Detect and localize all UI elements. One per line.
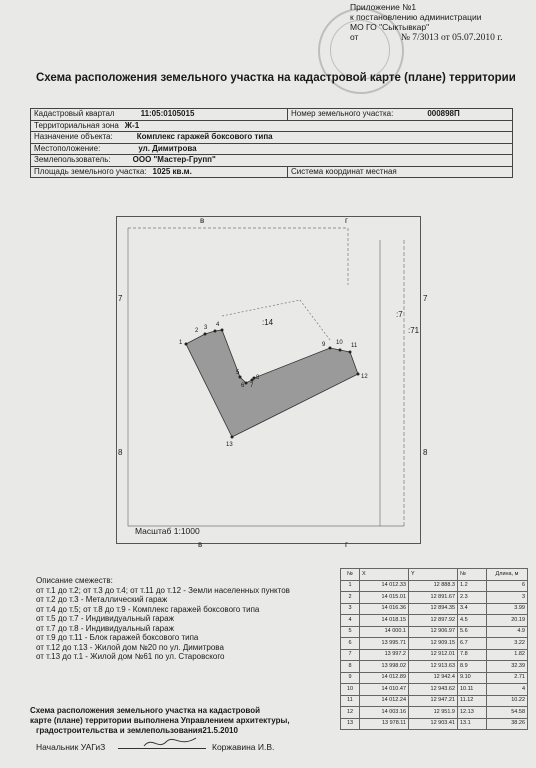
footer-note-line: Схема расположения земельного участка на кадастровой <box>30 706 261 715</box>
segment: 6.7 <box>458 638 487 650</box>
neighbor-plot-71: :71 <box>408 326 420 335</box>
footer-note-line: градостроительства и землепользования21.5.2010 <box>36 726 238 735</box>
y-coordinate: 12 891.67 <box>409 592 458 604</box>
vertex-label: 3 <box>204 325 208 331</box>
neighbor-plot-14: :14 <box>262 318 274 327</box>
appendix-line-1: Приложение №1 <box>350 2 417 12</box>
side-label-v-bottom: в <box>198 540 203 549</box>
segment-length: 32.39 <box>487 661 528 673</box>
x-coordinate: 14 016.36 <box>360 603 409 615</box>
y-coordinate: 12 909.15 <box>409 638 458 650</box>
y-coordinate: 12 913.63 <box>409 661 458 673</box>
coordinates-row <box>341 638 528 650</box>
chief-name: Коржавина И.В. <box>212 742 275 752</box>
vertex-label: 8 <box>256 375 260 381</box>
coordinates-row <box>341 707 528 719</box>
side-label-seven-right: 7 <box>423 294 428 303</box>
vertex-label: 13 <box>226 442 233 448</box>
segment-length: 3.99 <box>487 603 528 615</box>
vertex-label: 11 <box>351 343 358 349</box>
plan-scale: Масштаб 1:1000 <box>135 526 200 536</box>
footer-note <box>30 706 290 736</box>
y-coordinate: 12 897.92 <box>409 615 458 627</box>
y-coordinate: 12 943.62 <box>409 684 458 696</box>
coordinates-row <box>341 592 528 604</box>
document-title: Схема расположения земельного участка на кадастровой карте (плане) территории <box>36 72 516 84</box>
point-number: 13 <box>341 718 360 730</box>
plot-boundary-line <box>128 228 348 285</box>
col-header-y: Y <box>409 569 458 581</box>
vertex-marker <box>245 382 248 385</box>
segment: 4.5 <box>458 615 487 627</box>
y-coordinate: 12 947.21 <box>409 695 458 707</box>
side-label-eight: 8 <box>118 448 123 457</box>
segment: 1.2 <box>458 580 487 592</box>
adjacency-line: от т.5 до т.7 - Индивидуальный гараж <box>36 614 174 623</box>
x-coordinate: 14 000.1 <box>360 626 409 638</box>
point-number: 2 <box>341 592 360 604</box>
coordinates-row <box>341 603 528 615</box>
vertex-label: 9 <box>322 342 326 348</box>
appendix-from: от <box>350 32 359 42</box>
segment-length: 20.19 <box>487 615 528 627</box>
purpose-label: Назначение объекта: <box>34 132 113 142</box>
adjacency-line: от т.12 до т.13 - Жилой дом №20 по ул. Димитрова <box>36 642 224 652</box>
point-number: 8 <box>341 661 360 673</box>
y-coordinate: 12 903.41 <box>409 718 458 730</box>
point-number: 7 <box>341 649 360 661</box>
zone-label: Территориальная зона <box>34 120 119 130</box>
coordinates-row <box>341 718 528 730</box>
neighbor-line <box>222 300 300 316</box>
x-coordinate: 14 010.47 <box>360 684 409 696</box>
point-number: 10 <box>341 684 360 696</box>
land-plot-shape <box>186 330 358 437</box>
zone-value: Ж-1 <box>124 120 140 130</box>
vertex-marker <box>231 436 234 439</box>
col-header-x: X <box>360 569 409 581</box>
x-coordinate: 13 978.11 <box>360 718 409 730</box>
col-header-segment: № <box>458 569 487 581</box>
segment-length: 4.9 <box>487 626 528 638</box>
side-label-eight-right: 8 <box>423 448 428 457</box>
coordinates-row <box>341 672 528 684</box>
coordinates-row <box>341 649 528 661</box>
footer-note-line: карте (плане) территории выполнена Управлением архитектуры, <box>30 716 290 725</box>
coordinates-table <box>340 568 528 730</box>
vertex-label: 12 <box>361 374 368 380</box>
quarter-label: Кадастровый квартал <box>34 109 115 119</box>
signature-mark <box>140 734 200 752</box>
vertex-label: 5 <box>236 370 240 376</box>
x-coordinate: 13 997.2 <box>360 649 409 661</box>
segment: 12.13 <box>458 707 487 719</box>
coordinates-header-row <box>341 569 528 581</box>
y-coordinate: 12 912.01 <box>409 649 458 661</box>
side-label-seven: 7 <box>118 294 123 303</box>
point-number: 12 <box>341 707 360 719</box>
x-coordinate: 13 995.71 <box>360 638 409 650</box>
point-number: 11 <box>341 695 360 707</box>
side-label-g: г <box>345 216 348 225</box>
segment-length: 38.26 <box>487 718 528 730</box>
col-header-number: № <box>341 569 360 581</box>
appendix-decree-number: № 7/3013 от 05.07.2010 г. <box>400 33 503 43</box>
segment-length: 3.22 <box>487 638 528 650</box>
area-value: 1025 кв.м. <box>152 166 192 176</box>
adjacency-line: от т.13 до т.1 - Жилой дом №61 по ул. Старовского <box>36 652 225 661</box>
vertex-label: 10 <box>336 340 343 346</box>
y-coordinate: 12 942.4 <box>409 672 458 684</box>
x-coordinate: 14 012.24 <box>360 695 409 707</box>
y-coordinate: 12 951.9 <box>409 707 458 719</box>
vertex-marker <box>329 347 332 350</box>
col-header-length: Длина, м <box>487 569 528 581</box>
appendix-line-3: МО ГО "Сыктывкар" <box>350 22 430 32</box>
segment: 11.12 <box>458 695 487 707</box>
x-coordinate: 14 003.16 <box>360 707 409 719</box>
segment-length: 4 <box>487 684 528 696</box>
coordinates-row <box>341 580 528 592</box>
segment: 13.1 <box>458 718 487 730</box>
x-coordinate: 14 018.15 <box>360 615 409 627</box>
vertex-label: 7 <box>250 383 254 389</box>
segment-length: 54.58 <box>487 707 528 719</box>
purpose-value: Комплекс гаражей боксового типа <box>136 132 273 142</box>
segment-length: 1.82 <box>487 649 528 661</box>
vertex-marker <box>339 349 342 352</box>
segment: 10.11 <box>458 684 487 696</box>
coord-system-cell: Система координат местная <box>288 166 513 178</box>
y-coordinate: 12 894.35 <box>409 603 458 615</box>
point-number: 5 <box>341 626 360 638</box>
adjacency-heading: Описание смежеств: <box>36 576 113 585</box>
segment-length: 3 <box>487 592 528 604</box>
chief-label: Начальник УАГиЗ <box>36 742 106 752</box>
y-coordinate: 12 906.97 <box>409 626 458 638</box>
segment: 2.3 <box>458 592 487 604</box>
coordinates-row <box>341 661 528 673</box>
plot-number-label: Номер земельного участка: <box>291 109 394 119</box>
side-label-g-bottom: г <box>345 540 348 549</box>
coordinates-row <box>341 684 528 696</box>
x-coordinate: 14 015.01 <box>360 592 409 604</box>
vertex-label: 4 <box>216 322 220 328</box>
plot-number-value: 000898П <box>427 109 460 119</box>
appendix-line-2: к постановлению администрации <box>350 12 482 22</box>
y-coordinate: 12 888.3 <box>409 580 458 592</box>
location-value: ул. Димитрова <box>138 143 197 153</box>
segment-length: 6 <box>487 580 528 592</box>
vertex-marker <box>221 329 224 332</box>
user-label: Землепользователь: <box>34 155 111 165</box>
segment: 8.9 <box>458 661 487 673</box>
vertex-marker <box>357 373 360 376</box>
segment: 3.4 <box>458 603 487 615</box>
point-number: 3 <box>341 603 360 615</box>
neighbor-plot-7: :7 <box>396 310 403 319</box>
vertex-label: 6 <box>241 383 245 389</box>
vertex-label: 2 <box>195 328 199 334</box>
side-label-v: в <box>200 216 205 225</box>
segment: 5.6 <box>458 626 487 638</box>
neighbor-line <box>300 300 330 340</box>
adjacency-line: от т.7 до т.8 - Индивидуальный гараж <box>36 623 174 633</box>
coordinates-row <box>341 695 528 707</box>
x-coordinate: 14 012.89 <box>360 672 409 684</box>
location-label: Местоположение: <box>34 143 101 153</box>
segment: 7.8 <box>458 649 487 661</box>
coordinates-row <box>341 626 528 638</box>
coordinates-row <box>341 615 528 627</box>
x-coordinate: 14 012.33 <box>360 580 409 592</box>
segment: 9.10 <box>458 672 487 684</box>
point-number: 6 <box>341 638 360 650</box>
point-number: 4 <box>341 615 360 627</box>
vertex-label: 1 <box>179 340 183 346</box>
adjacency-line: от т.1 до т.2; от т.3 до т.4; от т.11 до т.12 - Земли населенных пунктов <box>36 585 290 595</box>
adjacency-block <box>36 576 290 662</box>
adjacency-line: от т.2 до т.3 - Металлический гараж <box>36 595 168 604</box>
segment-length: 2.71 <box>487 672 528 684</box>
area-label: Площадь земельного участка: <box>34 166 147 176</box>
x-coordinate: 13 998.02 <box>360 661 409 673</box>
segment-length: 10.22 <box>487 695 528 707</box>
adjacency-line: от т.9 до т.11 - Блок гаражей боксового типа <box>36 633 199 642</box>
point-number: 9 <box>341 672 360 684</box>
vertex-marker <box>185 343 188 346</box>
user-value: ООО "Мастер-Групп" <box>132 155 216 165</box>
point-number: 1 <box>341 580 360 592</box>
quarter-value: 11:05:0105015 <box>140 109 195 119</box>
adjacency-line: от т.4 до т.5; от т.8 до т.9 - Комплекс гаражей боксового типа <box>36 604 260 614</box>
